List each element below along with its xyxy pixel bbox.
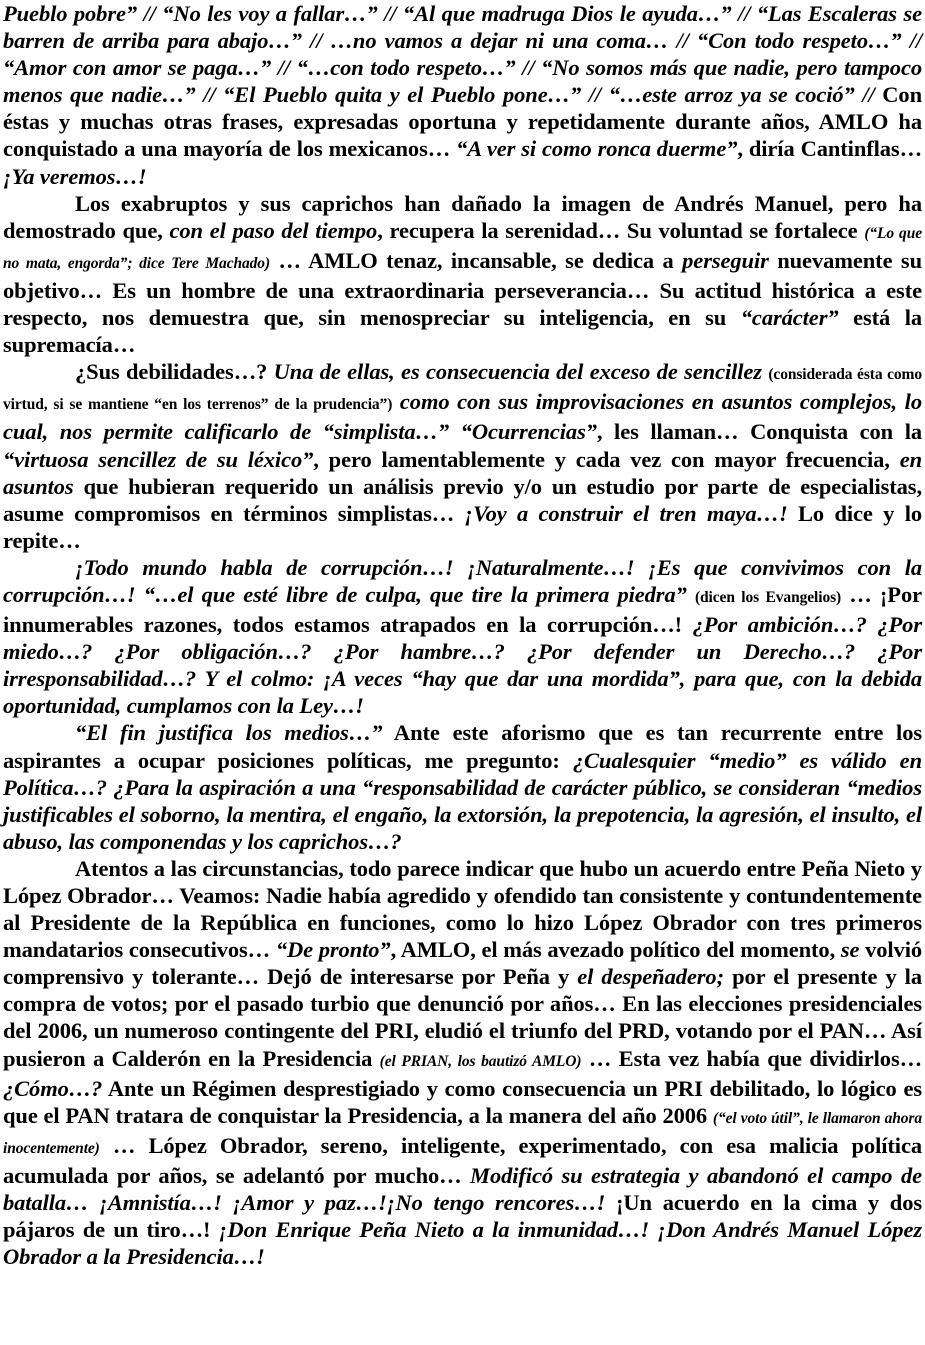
text-run: (“el voto útil”, le llamaron ahora inocentemente): [3, 1109, 922, 1157]
text-run: (dicen los Evangelios): [694, 588, 842, 606]
text-run: Atentos a las circunstancias, todo parece indicar que hubo un acuerdo entre Peña Nieto y López Obrador… Veamos: Nadie había agredido y ofendido tan consistente y contundentemente al Presidente de la República en funciones, como lo hizo López Obrador con tres primeros mandatarios consecutivos…: [3, 855, 922, 963]
text-run: … ¡Por innumerables razones, todos estamos atrapados en la corrupción…!: [3, 581, 922, 638]
text-run: por el presente y la compra de votos; por el pasado turbio que denunció por años… En las elecciones presidenciales del 2006, un numeroso contingente del PRI, eludió el triunfo del PRD, votando por el PAN… Así pusieron a Calderón en la Presidencia: [3, 964, 922, 1071]
text-run: … AMLO tenaz, incansable, se dedica a: [270, 247, 683, 273]
text-run: Ante un Régimen desprestigiado y como consecuencia un PRI debilitado, lo lógico es que el PAN tratara de conquistar la Presidencia, a la manera del año 2006: [3, 1075, 922, 1128]
text-run: el despeñadero;: [577, 964, 724, 990]
paragraph-2: [3, 190, 922, 359]
text-run: con el paso del tiempo: [169, 217, 378, 243]
text-run: ¿Cómo…?: [3, 1075, 103, 1101]
paragraph-1: [3, 0, 922, 190]
text-run: “El fin justifica los medios…”: [75, 720, 383, 746]
text-run: como con sus improvisaciones en asuntos complejos, lo cual, nos permite calificarlo de “simplista…” “Ocurrencias”: [3, 389, 922, 445]
paragraph-5: [3, 719, 922, 854]
text-run: Ante este aforismo que es tan recurrente entre los aspirantes a ocupar posiciones políticas, me pregunto:: [3, 720, 922, 773]
text-run: que hubieran requerido un análisis previo y/o un estudio por parte de especialistas, asume compromisos en términos simplistas…: [3, 473, 922, 526]
text-run: [687, 582, 695, 607]
text-run: “A ver si como ronca duerme”: [456, 136, 738, 162]
text-run: Con éstas y muchas otras frases, expresadas oportuna y repetidamente durante años, AMLO ha conquistado a una mayoría de los mexicanos…: [3, 82, 922, 162]
paragraph-3: [3, 358, 922, 554]
text-run: , recupera la serenidad… Su voluntad se fortalece: [377, 217, 865, 243]
text-run: ¡Voy a construir el tren maya…!: [464, 500, 788, 526]
text-run: ¿Por ambición…? ¿Por miedo…? ¿Por obligación…? ¿Por hambre…? ¿Por defender un Derecho…? ¿Por irresponsabilidad…? Y el colmo: ¡A veces “hay que dar una mordida”, para que, con la debida oportunidad, cumplamos con la Ley…!: [3, 612, 922, 719]
text-run: Lo dice y lo repite…: [3, 500, 922, 553]
text-run: ¡Don Enrique Peña Nieto a la inmunidad…! ¡Don Andrés Manuel López Obrador a la Presidencia…!: [3, 1217, 922, 1270]
text-run: , AMLO, el más avezado político del momento,: [390, 937, 841, 963]
text-run: (el PRIAN, los bautizó AMLO): [379, 1052, 582, 1070]
text-run: ¡Un acuerdo en la cima y dos pájaros de un tiro…!: [3, 1190, 923, 1243]
paragraph-6: [3, 855, 922, 1270]
text-run: (“Lo que no mata, engorda”; dice Tere Machado): [3, 224, 922, 272]
text-run: ¿Sus debilidades…?: [75, 359, 274, 385]
text-run: en asuntos: [3, 446, 922, 499]
text-run: (considerada ésta como virtud, si se mantiene “en los terrenos” de la prudencia”): [3, 366, 922, 414]
text-run: volvió comprensivo y tolerante… Dejó de interesarse por Peña y: [3, 937, 923, 990]
text-run: Los exabruptos y sus caprichos han dañado la imagen de Andrés Manuel, pero ha demostrado que,: [3, 190, 922, 243]
text-run: ¡Todo mundo habla de corrupción…! ¡Naturalmente…! ¡Es que convivimos con la corrupción…! “…el que esté libre de culpa, que tire la primera piedra”: [3, 554, 922, 607]
text-run: perseguir: [682, 247, 769, 273]
text-run: Modificó su estrategia y abandonó el campo de batalla… ¡Amnistía…! ¡Amor y paz…!¡No tengo rencores…!: [3, 1162, 922, 1216]
text-run: “carácter”: [740, 305, 839, 331]
text-run: , diría Cantinflas…: [737, 136, 922, 162]
text-run: está la supremacía…: [3, 305, 923, 358]
text-run: Una de ellas, es consecuencia del exceso de sencillez: [273, 359, 762, 385]
paragraph-4: [3, 554, 922, 720]
text-run: … López Obrador, sereno, inteligente, experimentado, con esa malicia política acumulada por años, se adelantó por mucho…: [3, 1132, 922, 1188]
text-run: nuevamente su objetivo… Es un hombre de una extraordinaria perseverancia… Su actitud histórica a este respecto, nos demuestra que, sin menospreciar su inteligencia, en su: [3, 247, 922, 331]
text-run: , les llaman… Conquista con la: [596, 419, 922, 445]
text-run: “De pronto”: [275, 937, 391, 963]
text-run: Pueblo pobre” // “No les voy a fallar…” // “Al que madruga Dios le ayuda…” // “Las Escaleras se barren de arriba para abajo…” // …no vamos a dejar ni una coma… // “Con todo respeto…” // “Amor con amor se paga…” // “…con todo respeto…” // “No somos más que nadie, pero tampoco menos que nadie…” // “El Pueblo quita y el Pueblo pone…” // “…este arroz ya se coció” //: [3, 1, 922, 108]
text-run: “virtuosa sencillez de su léxico”: [3, 446, 314, 472]
text-run: ¿Cualesquier “medio” es válido en Política…? ¿Para la aspiración a una “responsabilidad de carácter público, se consideran “medios justificables el soborno, la mentira, el engaño, la extorsión, la prepotencia, la agresión, el insulto, el abuso, las componendas y los caprichos…?: [3, 747, 922, 854]
text-run: ¡Ya veremos…!: [3, 163, 147, 189]
text-run: [392, 389, 400, 414]
text-run: se: [840, 937, 860, 963]
text-run: … Esta vez había que dividirlos…: [581, 1045, 922, 1071]
text-run: , pero lamentablemente y cada vez con mayor frecuencia,: [313, 446, 900, 472]
